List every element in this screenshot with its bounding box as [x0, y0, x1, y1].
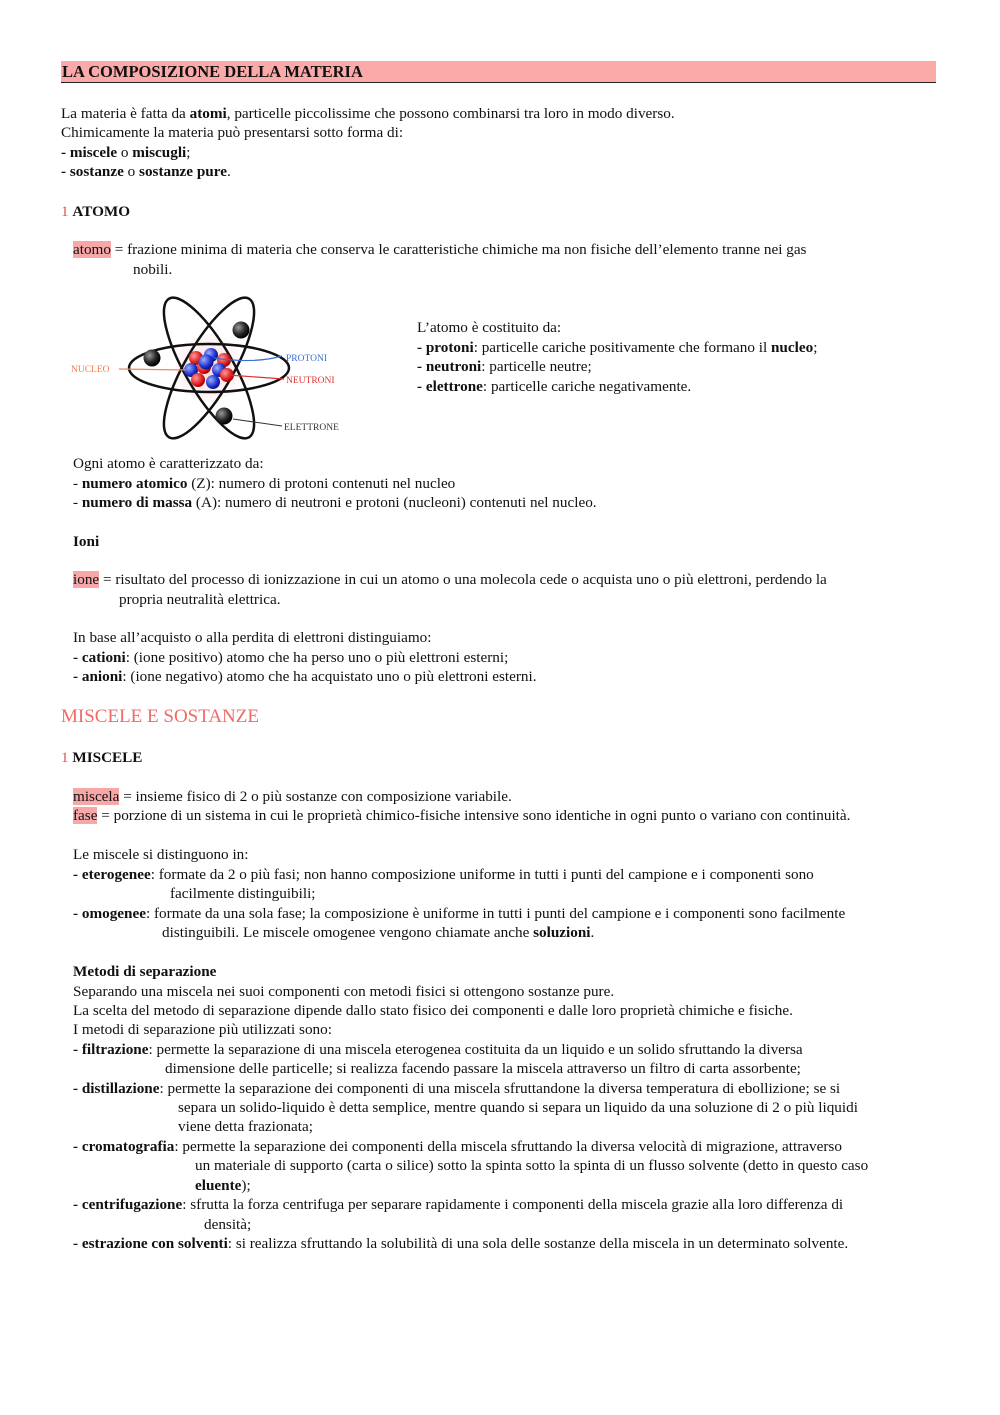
label-elettrone: ELETTRONE	[284, 423, 339, 433]
text: La materia è fatta da	[61, 105, 190, 122]
bold-text: - centrifugazione	[73, 1196, 183, 1213]
ioni-intro: In base all’acquisto o alla perdita di elettroni distinguiamo:	[73, 629, 432, 646]
bold-text: soluzioni	[533, 924, 591, 941]
text: : particelle cariche negativamente.	[482, 378, 692, 395]
cationi-item	[73, 648, 508, 668]
bold-text: - elettrone	[417, 378, 483, 395]
bold-text: - miscele	[61, 144, 118, 161]
centrifugazione-item	[73, 1195, 843, 1215]
filtrazione-item	[73, 1040, 803, 1060]
intro-line-2: Chimicamente la materia può presentarsi sotto forma di:	[61, 124, 404, 141]
text: : permette la separazione dei componenti della miscela sfruttando la diversa velocità di migrazione, attraverso	[174, 1138, 842, 1155]
highlighted-term: atomo	[73, 241, 111, 258]
omogenee-item-cont	[162, 923, 594, 943]
cromatografia-item	[73, 1137, 842, 1157]
section-number: 1	[61, 749, 69, 766]
ione-definition	[73, 570, 827, 590]
distillazione-item-cont-1: separa un solido-liquido è detta semplice, mentre quando si separa un liquido da una soluzione di 2 o più liquidi	[178, 1099, 858, 1116]
bold-text: sostanze pure	[139, 163, 227, 180]
section-heading-miscele	[61, 748, 142, 768]
bold-text: - distillazione	[73, 1080, 160, 1097]
bold-text: eluente	[195, 1177, 242, 1194]
intro-line-4	[61, 162, 231, 182]
text: : particelle neutre;	[481, 358, 592, 375]
electron-2	[144, 350, 161, 367]
composition-protoni	[417, 338, 817, 358]
bold-text: - cromatografia	[73, 1138, 175, 1155]
definition-text: = risultato del processo di ionizzazione in cui un atomo o una molecola cede o acquista uno o più elettroni, perdendo la	[99, 571, 827, 588]
electron-1	[233, 322, 250, 339]
text: o	[123, 163, 140, 180]
composition-elettrone	[417, 377, 691, 397]
atomo-definition-cont: nobili.	[133, 261, 173, 278]
bold-text: - estrazione con solventi	[73, 1235, 228, 1252]
label-protoni: PROTONI	[286, 354, 327, 364]
composition-intro: L’atomo è costituito da:	[417, 319, 562, 336]
text: : formate da una sola fase; la composizione è uniforme in tutti i punti del campione e i componenti sono facilmente	[145, 905, 846, 922]
bold-text: atomi	[189, 105, 227, 122]
page-title-bar	[61, 61, 936, 83]
atomo-definition	[73, 240, 806, 260]
bold-text: numero di massa	[81, 494, 193, 511]
characteristics-intro: Ogni atomo è caratterizzato da:	[73, 455, 264, 472]
fase-definition	[73, 806, 850, 826]
metodi-line-3: I metodi di separazione più utilizzati sono:	[73, 1021, 332, 1038]
text: o	[117, 144, 133, 161]
cromatografia-item-cont-1: un materiale di supporto (carta o silice) sotto la spinta sotto la spinta di un flusso solvente (detto in questo caso	[195, 1157, 869, 1174]
bold-text: - anioni	[73, 668, 123, 685]
cromatografia-item-cont-2	[195, 1176, 251, 1196]
elettrone-leader	[233, 419, 282, 426]
page-title: LA COMPOSIZIONE DELLA MATERIA	[62, 62, 363, 81]
composition-neutroni	[417, 357, 592, 377]
section-heading-miscele-sostanze: MISCELE E SOSTANZE	[61, 706, 259, 727]
text: : si realizza sfruttando la solubilità di una sola delle sostanze della miscela in un determinato solvente.	[227, 1235, 849, 1252]
miscele-intro: Le miscele si distinguono in:	[73, 846, 249, 863]
text: ;	[186, 144, 191, 161]
text: -	[73, 475, 82, 492]
eterogenee-item	[73, 865, 814, 885]
electron-3	[216, 408, 233, 425]
distillazione-item-cont-2: viene detta frazionata;	[178, 1118, 313, 1135]
metodi-line-1: Separando una miscela nei suoi componenti con metodi fisici si ottengono sostanze pure.	[73, 983, 615, 1000]
highlighted-term: ione	[73, 571, 100, 588]
metodi-line-2: La scelta del metodo di separazione dipende dallo stato fisico dei componenti e dalle loro proprietà chimiche e fisiche.	[73, 1002, 793, 1019]
text: : (ione positivo) atomo che ha perso uno o più elettroni esterni;	[125, 649, 509, 666]
ioni-heading	[73, 532, 99, 552]
text: (Z): numero di protoni contenuti nel nucleo	[187, 475, 456, 492]
highlighted-term: miscela	[73, 788, 120, 805]
text: -	[73, 494, 82, 511]
eterogenee-item-cont: facilmente distinguibili;	[170, 885, 316, 902]
definition-text: = porzione di un sistema in cui le proprietà chimico-fisiche intensive sono identiche in ogni punto o variano con continuità.	[97, 807, 851, 824]
bold-text: numero atomico	[81, 475, 188, 492]
section-title: MISCELE	[72, 749, 143, 766]
text: : (ione negativo) atomo che ha acquistato uno o più elettroni esterni.	[122, 668, 537, 685]
filtrazione-item-cont: dimensione delle particelle; si realizza facendo passare la miscela attraverso un filtro di carta assorbente;	[165, 1060, 801, 1077]
subheading: Metodi di separazione	[73, 963, 217, 980]
bold-text: nucleo	[770, 339, 814, 356]
text: : particelle cariche positivamente che formano il	[473, 339, 771, 356]
bold-text: - filtrazione	[73, 1041, 149, 1058]
label-nucleo: NUCLEO	[71, 365, 110, 375]
section-heading-atomo	[61, 202, 130, 222]
atom-diagram	[64, 286, 354, 451]
miscela-definition	[73, 787, 512, 807]
text: : sfrutta la forza centrifuga per separare rapidamente i componenti della miscela grazie alla loro differenza di	[182, 1196, 844, 1213]
omogenee-item	[73, 904, 845, 924]
highlighted-term: fase	[73, 807, 98, 824]
section-number: 1	[61, 203, 69, 220]
bold-text: - cationi	[73, 649, 126, 666]
ione-definition-cont: propria neutralità elettrica.	[119, 591, 281, 608]
text: : formate da 2 o più fasi; non hanno composizione uniforme in tutti i punti del campione e i componenti sono	[150, 866, 814, 883]
bold-text: - protoni	[417, 339, 474, 356]
bold-text: miscugli	[132, 144, 187, 161]
intro-line-3	[61, 143, 191, 163]
text: , particelle piccolissime che possono combinarsi tra loro in modo diverso.	[226, 105, 675, 122]
text: .	[590, 924, 595, 941]
text: : permette la separazione dei componenti di una miscela sfruttandone la diversa temperatura di ebollizione; se si	[159, 1080, 841, 1097]
bold-text: - neutroni	[417, 358, 482, 375]
estrazione-item	[73, 1234, 848, 1254]
bold-text: - sostanze	[61, 163, 124, 180]
distillazione-item	[73, 1079, 840, 1099]
text: : permette la separazione di una miscela eterogenea costituita da un liquido e un solido sfruttando la diversa	[148, 1041, 803, 1058]
text: distinguibili. Le miscele omogenee vengono chiamate anche	[162, 924, 534, 941]
text: (A): numero di neutroni e protoni (nucleoni) contenuti nel nucleo.	[192, 494, 597, 511]
definition-text: = insieme fisico di 2 o più sostanze con composizione variabile.	[119, 788, 512, 805]
characteristics-z	[73, 474, 455, 494]
subheading: Ioni	[73, 533, 100, 550]
text: ;	[813, 339, 818, 356]
bold-text: - omogenee	[73, 905, 146, 922]
centrifugazione-item-cont: densità;	[204, 1216, 252, 1233]
anioni-item	[73, 667, 537, 687]
intro-line-1	[61, 104, 675, 124]
section-title: ATOMO	[72, 203, 131, 220]
bold-text: - eterogenee	[73, 866, 151, 883]
characteristics-a	[73, 493, 597, 513]
label-neutroni: NEUTRONI	[286, 376, 335, 386]
definition-text: = frazione minima di materia che conserva le caratteristiche chimiche ma non fisiche dell’elemento tranne nei gas	[110, 241, 807, 258]
metodi-heading	[73, 962, 216, 982]
text: );	[241, 1177, 251, 1194]
text: .	[226, 163, 231, 180]
